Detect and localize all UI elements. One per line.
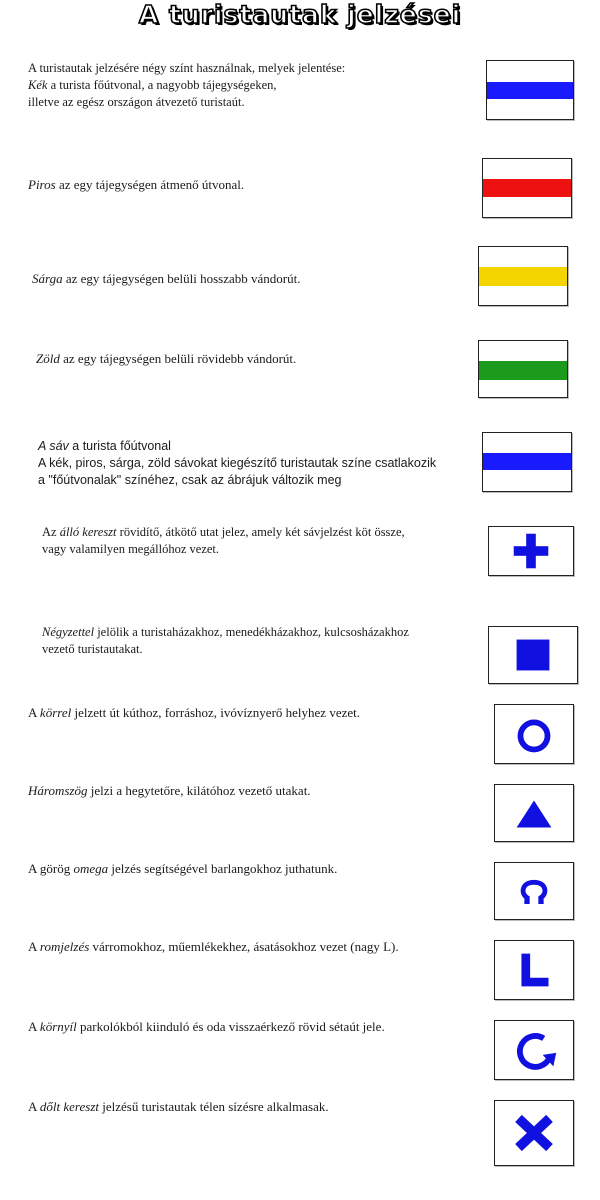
circle-shape [495, 705, 573, 763]
entry-cross-text: Az álló kereszt rövidítő, átkötő utat jelez, amely két sávjelzést köt össze, vagy valamilyen megállóhoz vezet. [42, 525, 405, 556]
omega-icon [494, 862, 574, 920]
yellow-stripe-icon [478, 246, 568, 306]
x-cross-icon [494, 1100, 574, 1166]
entry-omega-text: A görög omega jelzés segítségével barlangokhoz juthatunk. [28, 861, 338, 876]
entry-ruin-text: A romjelzés várromokhoz, műemlékekhez, ásatásokhoz vezet (nagy L). [28, 939, 399, 954]
blue-stripe-icon [486, 60, 574, 120]
circle-icon [494, 704, 574, 764]
entry-loop-text: A környíl parkolókból kiinduló és oda visszaérkező rövid sétaút jele. [28, 1019, 385, 1034]
square-shape [489, 627, 577, 683]
loop-arrow-icon [494, 1020, 574, 1080]
entry-yellow-text: Sárga az egy tájegységen belüli hosszabb vándorút. [32, 271, 301, 286]
l-shape [495, 941, 573, 999]
cross-shape [489, 527, 573, 575]
x-cross-shape [495, 1101, 573, 1165]
blue-stripe-icon [482, 432, 572, 492]
entry-green-text: Zöld az egy tájegységen belüli rövidebb vándorút. [36, 351, 297, 366]
triangle-shape [495, 785, 573, 841]
entry-red-text: Piros az egy tájegységen átmenő útvonal. [28, 177, 245, 192]
green-stripe-icon [478, 340, 568, 398]
omega-shape [495, 863, 573, 919]
entry-sav-text: A sáv a turista főútvonal A kék, piros, sárga, zöld sávokat kiegészítő turistautak színe csatlakozik a "főútvonalak" színéhez, csak az ábrájuk változik meg [38, 439, 437, 487]
cross-icon [488, 526, 574, 576]
red-stripe-icon [482, 158, 572, 218]
entry-triangle-text: Háromszög jelzi a hegytetőre, kilátóhoz vezető utakat. [28, 783, 311, 798]
entry-circle-text: A körrel jelzett út kúthoz, forráshoz, ivóvíznyerő helyhez vezet. [28, 705, 360, 720]
entry-x-cross-text: A dőlt kereszt jelzésű turistautak télen sízésre alkalmasak. [28, 1099, 329, 1114]
loop-arrow-shape [495, 1021, 573, 1079]
page-title: A turistautak jelzései [138, 0, 462, 29]
square-icon [488, 626, 578, 684]
entry-square-text: Négyzettel jelölik a turistaházakhoz, menedékházakhoz, kulcsosházakhoz vezető turistautakat. [42, 625, 409, 656]
entry-blue-text: A turistautak jelzésére négy színt használnak, melyek jelentése: Kék a turista főútvonal, a nagyobb tájegységeken, illetve az egész országon átvezető turistaút. [28, 61, 346, 109]
l-icon [494, 940, 574, 1000]
triangle-icon [494, 784, 574, 842]
